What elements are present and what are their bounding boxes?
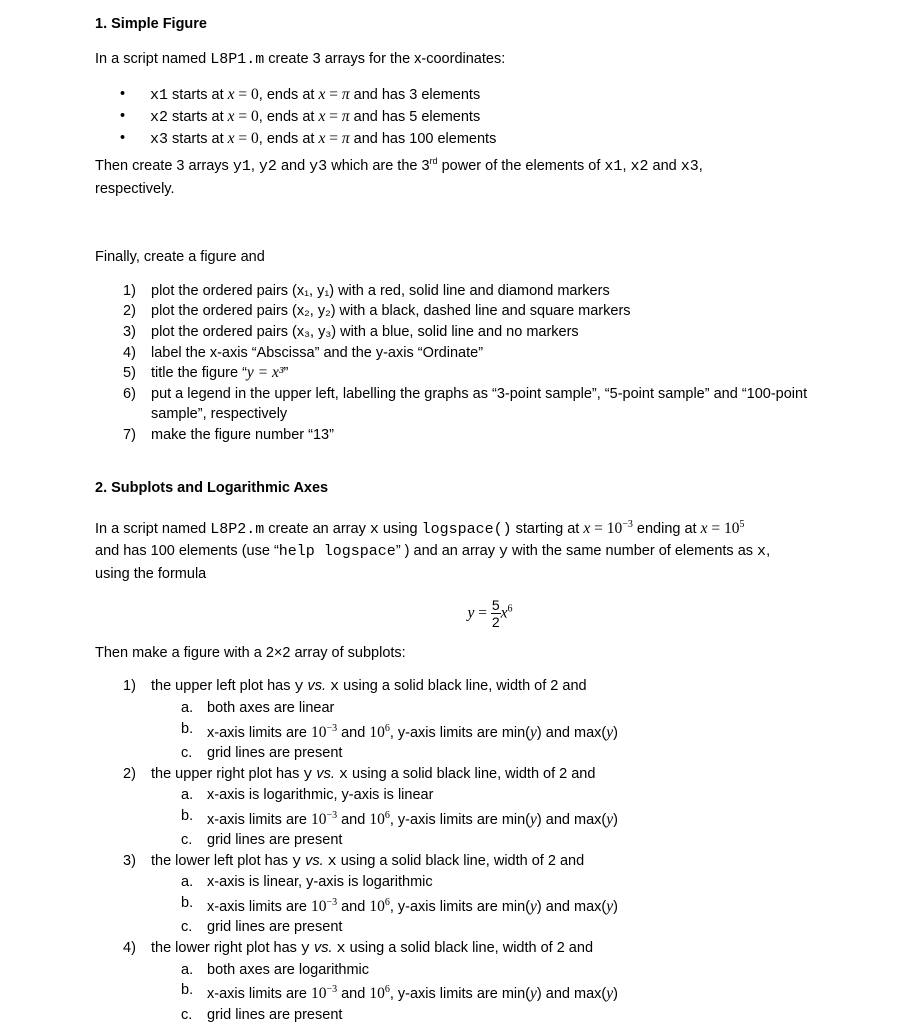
list-item-x3: • x3 starts at x = 0, ends at x = π and has 100 elements [120,130,497,148]
list-item: 1) plot the ordered pairs (x₁, y₁) with a red, solid line and diamond markers [123,282,610,299]
subplot-conditions [151,698,855,764]
subplot-list [95,676,855,1025]
s2-intro: In a script named L8P2.m create an array x using logspace() starting at $x = 10^{-3}$ ending at $x = 10^5$ and has 100 elements (use “help logspace” ) and an array y with the same number of elements as x, using the formula [95,518,771,583]
document-page [95,14,855,1025]
condition-item: a. x-axis is logarithmic, y-axis is linear [181,787,434,804]
condition-item: a. x-axis is linear, y-axis is logarithmic [181,874,433,891]
condition-item: b. x-axis limits are $10^{-3}$ and $10^6$, y-axis limits are min(y) and max(y) [181,895,618,915]
bullet-icon: • [120,108,126,124]
subplot-conditions [151,872,855,938]
fraction-5-over-2: $\frac{5}{2}$ [491,597,500,631]
s1-steps-list [95,281,855,446]
condition-item: c. grid lines are present [181,832,343,849]
subplot-item: 3) the lower left plot has y vs. x using a solid black line, width of 2 and a. x-axis is linear, y-axis is logarithmic b. x-axis limits are $10^{-3}$ and $10^6$, y-axis limits are min(y) and max(y) c. grid lines are present [95,851,855,938]
list-item: 3) plot the ordered pairs (x₃, y₃) with a blue, solid line and no markers [123,324,579,341]
subplot-item: 1) the upper left plot has y vs. x using a solid black line, width of 2 and a. both axes are linear b. x-axis limits are $10^{-3}$ and $10^6$, y-axis limits are min(y) and max(y) c. grid lines are present [95,676,855,763]
s2-then-figure: Then make a figure with a 2×2 array of subplots: [95,645,406,662]
section-1-title: 1. Simple Figure [95,16,207,32]
script-name-l8p1: L8P1.m [210,51,265,68]
list-item: 5) title the figure “y = x³” [123,364,289,382]
condition-item: b. x-axis limits are $10^{-3}$ and $10^6$, y-axis limits are min(y) and max(y) [181,807,618,828]
subplot-conditions [151,960,855,1025]
subplot-item: 4) the lower right plot has y vs. x using a solid black line, width of 2 and a. both axes are logarithmic b. x-axis limits are $10^{-3}$ and $10^6$, y-axis limits are min(y) and max(y) c. grid lines are present [95,938,855,1025]
s1-then-paragraph: Then create 3 arrays y1, y2 and y3 which are the 3rd power of the elements of x1, x2 and x3, respectively. [95,156,703,197]
condition-item: b. x-axis limits are $10^{-3}$ and $10^6$, y-axis limits are min(y) and max(y) [181,982,618,1003]
list-item-x2: • x2 starts at x = 0, ends at x = π and has 5 elements [120,108,481,126]
s1-finally: Finally, create a figure and [95,248,265,265]
condition-item: c. grid lines are present [181,1006,343,1023]
condition-item: c. grid lines are present [181,745,343,762]
subplot-item: 2) the upper right plot has y vs. x using a solid black line, width of 2 and a. x-axis is logarithmic, y-axis is linear b. x-axis limits are $10^{-3}$ and $10^6$, y-axis limits are min(y) and max(y) c. grid lines are present [95,764,855,851]
bullet-icon: • [120,130,126,146]
s1-intro: In a script named L8P1.m create 3 arrays for the x-coordinates: [95,51,506,68]
list-item-x1: • x1 starts at x = 0, ends at x = π and has 3 elements [120,86,481,104]
subplot-conditions [151,785,855,851]
list-item: 2) plot the ordered pairs (x₂, y₂) with a black, dashed line and square markers [123,303,631,320]
condition-item: a. both axes are logarithmic [181,961,369,978]
section-2-title: 2. Subplots and Logarithmic Axes [95,479,329,496]
x-array-list [95,84,855,150]
condition-item: c. grid lines are present [181,919,343,936]
formula-y-equals: y = $\frac{5}{2}$ $x^6$ [467,597,513,631]
list-item: 6) put a legend in the upper left, labelling the graphs as “3-point sample”, “5-point sample” and “100-point sample”, respectively [123,385,808,423]
list-item: 4) label the x-axis “Abscissa” and the y-axis “Ordinate” [123,344,484,361]
condition-item: a. both axes are linear [181,700,335,716]
list-item: 7) make the figure number “13” [123,426,334,443]
bullet-icon: • [120,86,126,102]
script-name-l8p2: L8P2.m [210,520,265,538]
condition-item: b. x-axis limits are $10^{-3}$ and $10^6$, y-axis limits are min(y) and max(y) [181,720,618,741]
